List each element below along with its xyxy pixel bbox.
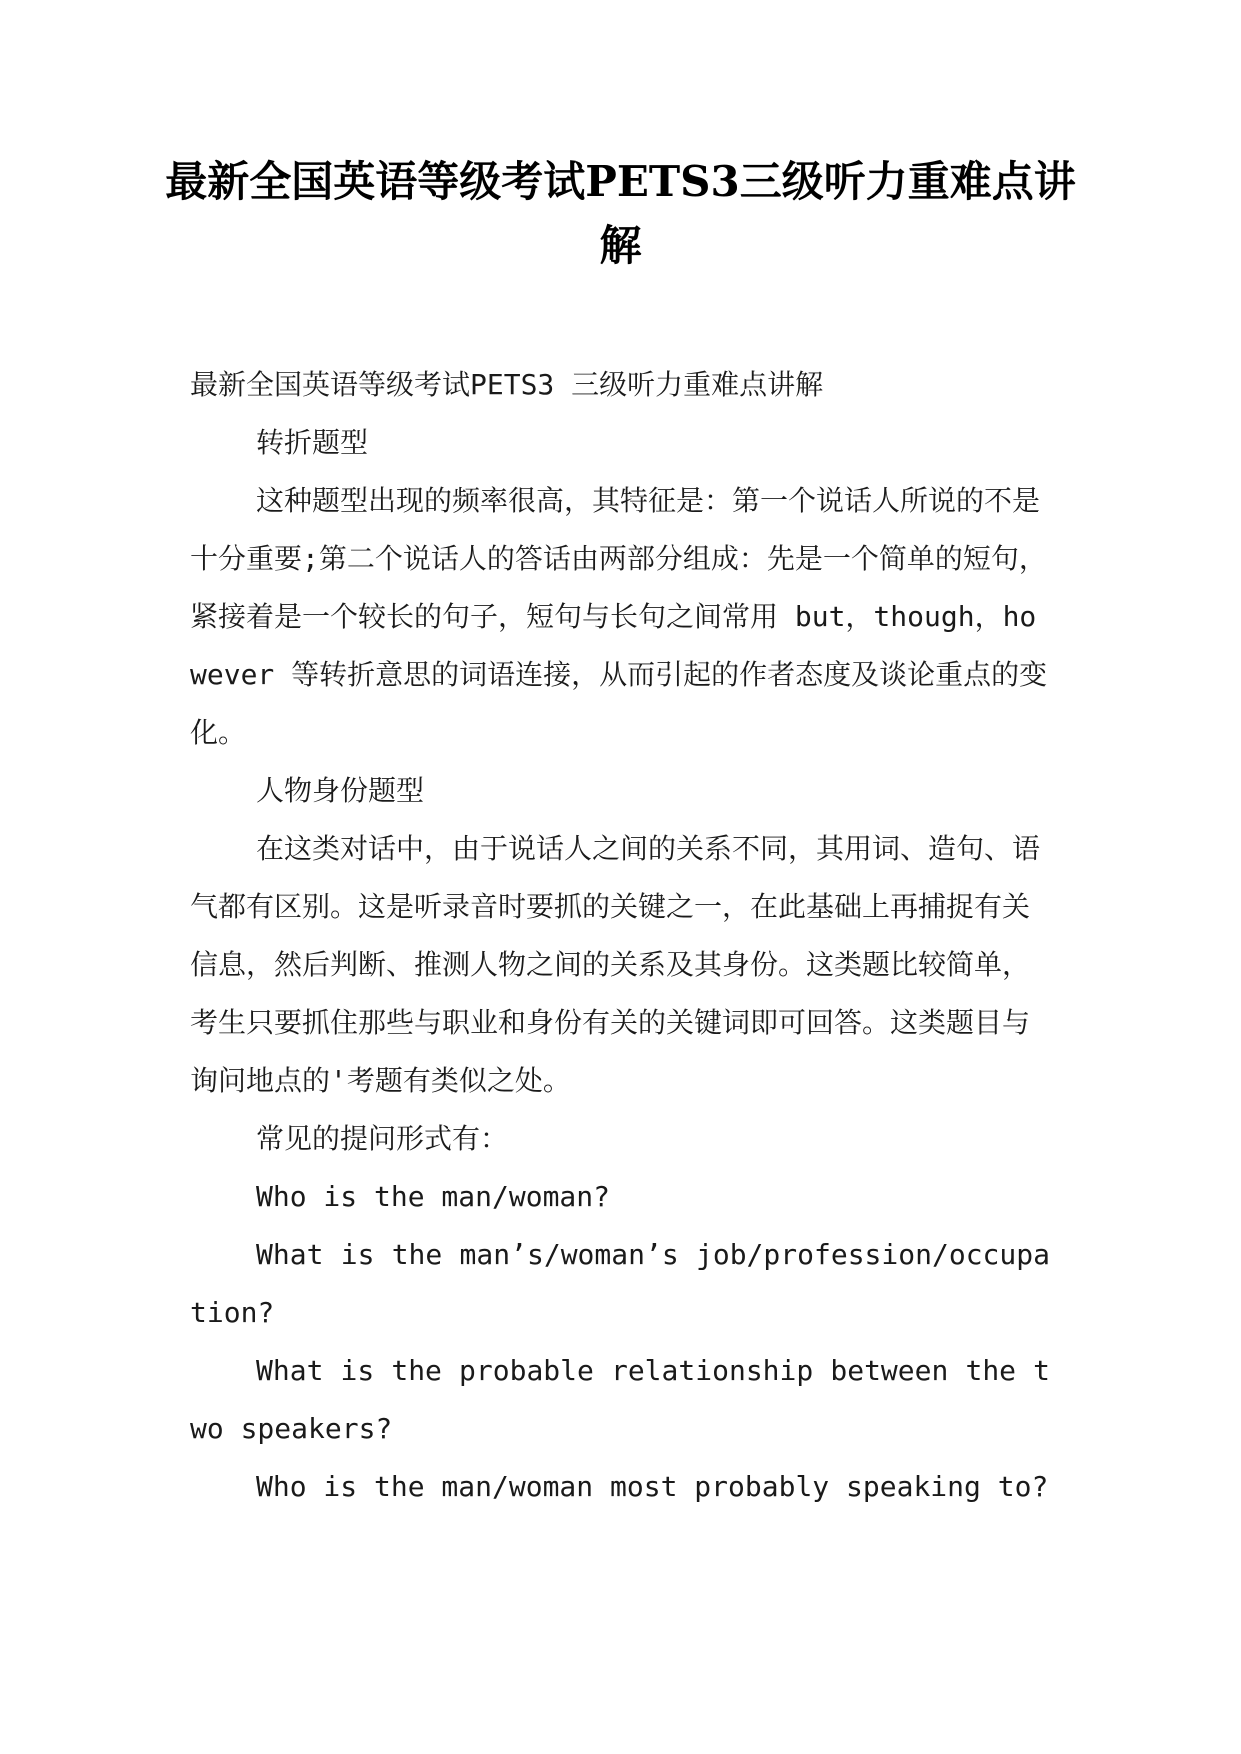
paragraph-question-forms-intro: 常见的提问形式有： xyxy=(256,1122,509,1155)
paragraph-identity-description: 在这类对话中，由于说话人之间的关系不同，其用词、造句、语气都有区别。这是听录音时要抓的关键之一，在此基础上再捕捉有关信息，然后判断、推测人物之间的关系及其身份。这类题比较简单，考生只要抓住那些与职业和身份有关的关键词即可回答。这类题目与询问地点的'考题有类似之处。 xyxy=(190,832,1041,1097)
document-body xyxy=(190,356,1050,1516)
question-example: Who is the man/woman? xyxy=(256,1180,611,1213)
section-heading-transition: 转折题型 xyxy=(256,426,369,459)
question-example: What is the man’s/woman’s job/profession/occupation? xyxy=(190,1238,1050,1329)
paragraph-transition-description: 这种题型出现的频率很高，其特征是：第一个说话人所说的不是十分重要;第二个说话人的答话由两部分组成：先是一个简单的短句，紧接着是一个较长的句子，短句与长句之间常用 but，though，however 等转折意思的词语连接，从而引起的作者态度及谈论重点的变化。 xyxy=(190,484,1048,749)
question-example: Who is the man/woman most probably speaking to? xyxy=(256,1470,1049,1503)
section-heading-identity: 人物身份题型 xyxy=(256,774,425,807)
question-example: What is the probable relationship between the two speakers? xyxy=(190,1354,1050,1445)
paragraph-subtitle: 最新全国英语等级考试PETS3 三级听力重难点讲解 xyxy=(190,368,824,401)
document-title: 最新全国英语等级考试PETS3三级听力重难点讲解 xyxy=(165,157,1076,270)
